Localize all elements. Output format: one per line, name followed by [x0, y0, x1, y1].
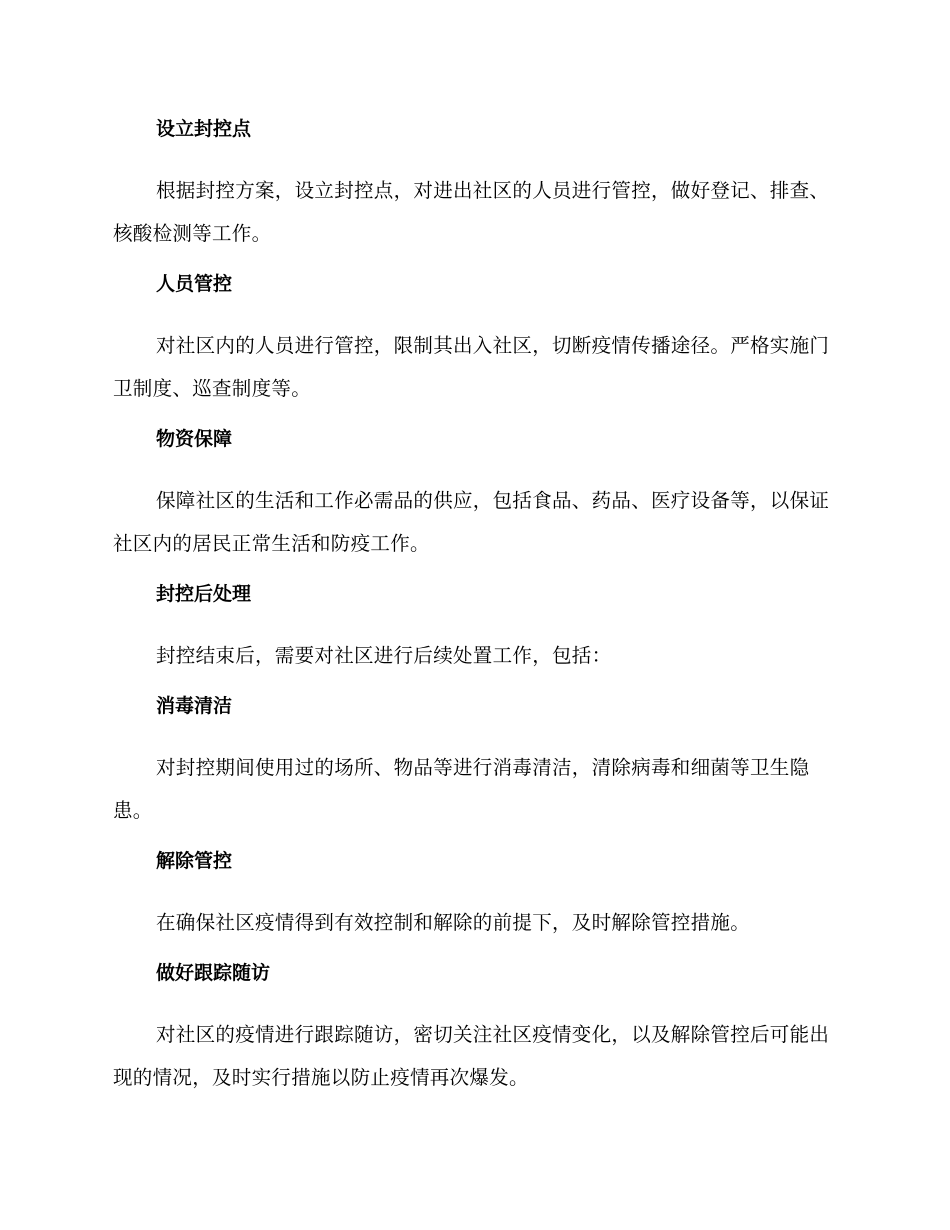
document-body — [113, 112, 837, 1111]
section-paragraph: 根据封控方案，设立封控点，对进出社区的人员进行管控，做好登记、排查、核酸检测等工作。 — [113, 179, 830, 245]
section-heading: 做好跟踪随访 — [156, 962, 271, 984]
section-paragraph: 在确保社区疫情得到有效控制和解除的前提下，及时解除管控措施。 — [156, 911, 751, 934]
section-paragraph: 对社区的疫情进行跟踪随访，密切关注社区疫情变化，以及解除管控后可能出现的情况，及时实行措施以防止疫情再次爆发。 — [113, 1023, 830, 1089]
section-paragraph: 保障社区的生活和工作必需品的供应，包括食品、药品、医疗设备等，以保证社区内的居民正常生活和防疫工作。 — [113, 489, 830, 555]
section-heading: 人员管控 — [156, 273, 233, 295]
section-heading: 物资保障 — [156, 428, 233, 450]
section-paragraph: 封控结束后，需要对社区进行后续处置工作，包括： — [156, 644, 612, 667]
section-paragraph: 对封控期间使用过的场所、物品等进行消毒清洁，清除病毒和细菌等卫生隐患。 — [113, 756, 810, 822]
section-heading: 封控后处理 — [156, 583, 252, 605]
section-paragraph: 对社区内的人员进行管控，限制其出入社区，切断疫情传播途径。严格实施门卫制度、巡查制度等。 — [113, 334, 830, 400]
section-heading: 消毒清洁 — [156, 695, 233, 717]
section-heading: 设立封控点 — [156, 118, 252, 140]
section-heading: 解除管控 — [156, 850, 233, 872]
